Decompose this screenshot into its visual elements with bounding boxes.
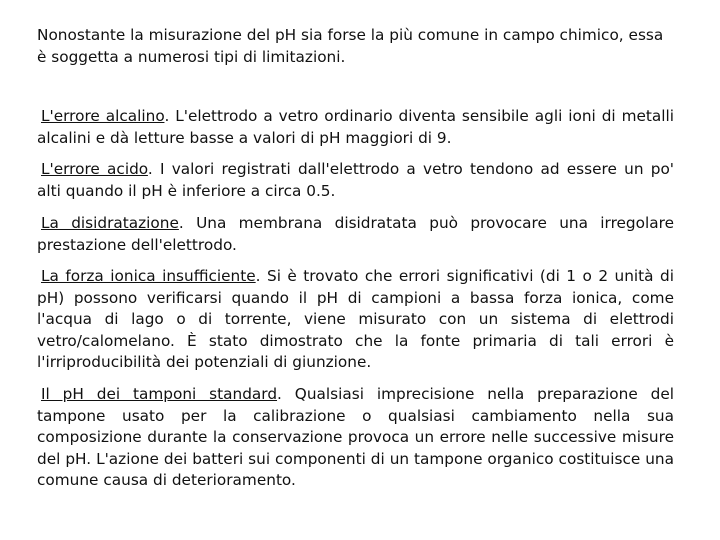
term-standard-buffers: Il pH dei tamponi standard (41, 385, 278, 403)
paragraph-dehydration (37, 213, 674, 256)
paragraph-acid-error (37, 159, 674, 202)
text-acid-error: . I valori registrati dall'elettrodo a vetro tendono ad essere un po' alti quando il pH è inferiore a circa 0.5. (37, 160, 675, 200)
text-standard-buffers: . Qualsiasi imprecisione nella preparazione del tampone usato per la calibrazione o qualsiasi cambiamento nella sua composizione durante la conservazione provoca un errore nelle successive misure del pH. L'azione dei batteri sui componenti di un tampone organico costituisce una comune causa di deterioramento. (37, 385, 674, 489)
term-dehydration: La disidratazione (41, 214, 179, 232)
text-alkaline-error: . L'elettrodo a vetro ordinario diventa sensibile agli ioni di metalli alcalini e dà letture basse a valori di pH maggiori di 9. (37, 107, 675, 147)
text-dehydration: . Una membrana disidratata può provocare una irregolare prestazione dell'elettrodo. (37, 214, 674, 254)
term-acid-error: L'errore acido (41, 160, 148, 178)
term-ionic-strength: La forza ionica insufficiente (41, 267, 256, 285)
paragraph-standard-buffers (37, 384, 674, 492)
term-alkaline-error: L'errore alcalino (41, 107, 165, 125)
intro-paragraph: Nonostante la misurazione del pH sia forse la più comune in campo chimico, essa è soggetta a numerosi tipi di limitazioni. (37, 26, 664, 66)
paragraph-alkaline-error (37, 106, 674, 149)
text-ionic-strength: . Si è trovato che errori significativi (di 1 o 2 unità di pH) possono verificarsi quando il pH di campioni a bassa forza ionica, come l'acqua di lago o di torrente, viene misurato con un sistema di elettrodi vetro/calomelano. È stato dimostrato che la fonte primaria di tali errori è l'irriproducibilità dei potenziali di giunzione. (37, 267, 674, 371)
paragraph-ionic-strength (37, 266, 674, 374)
